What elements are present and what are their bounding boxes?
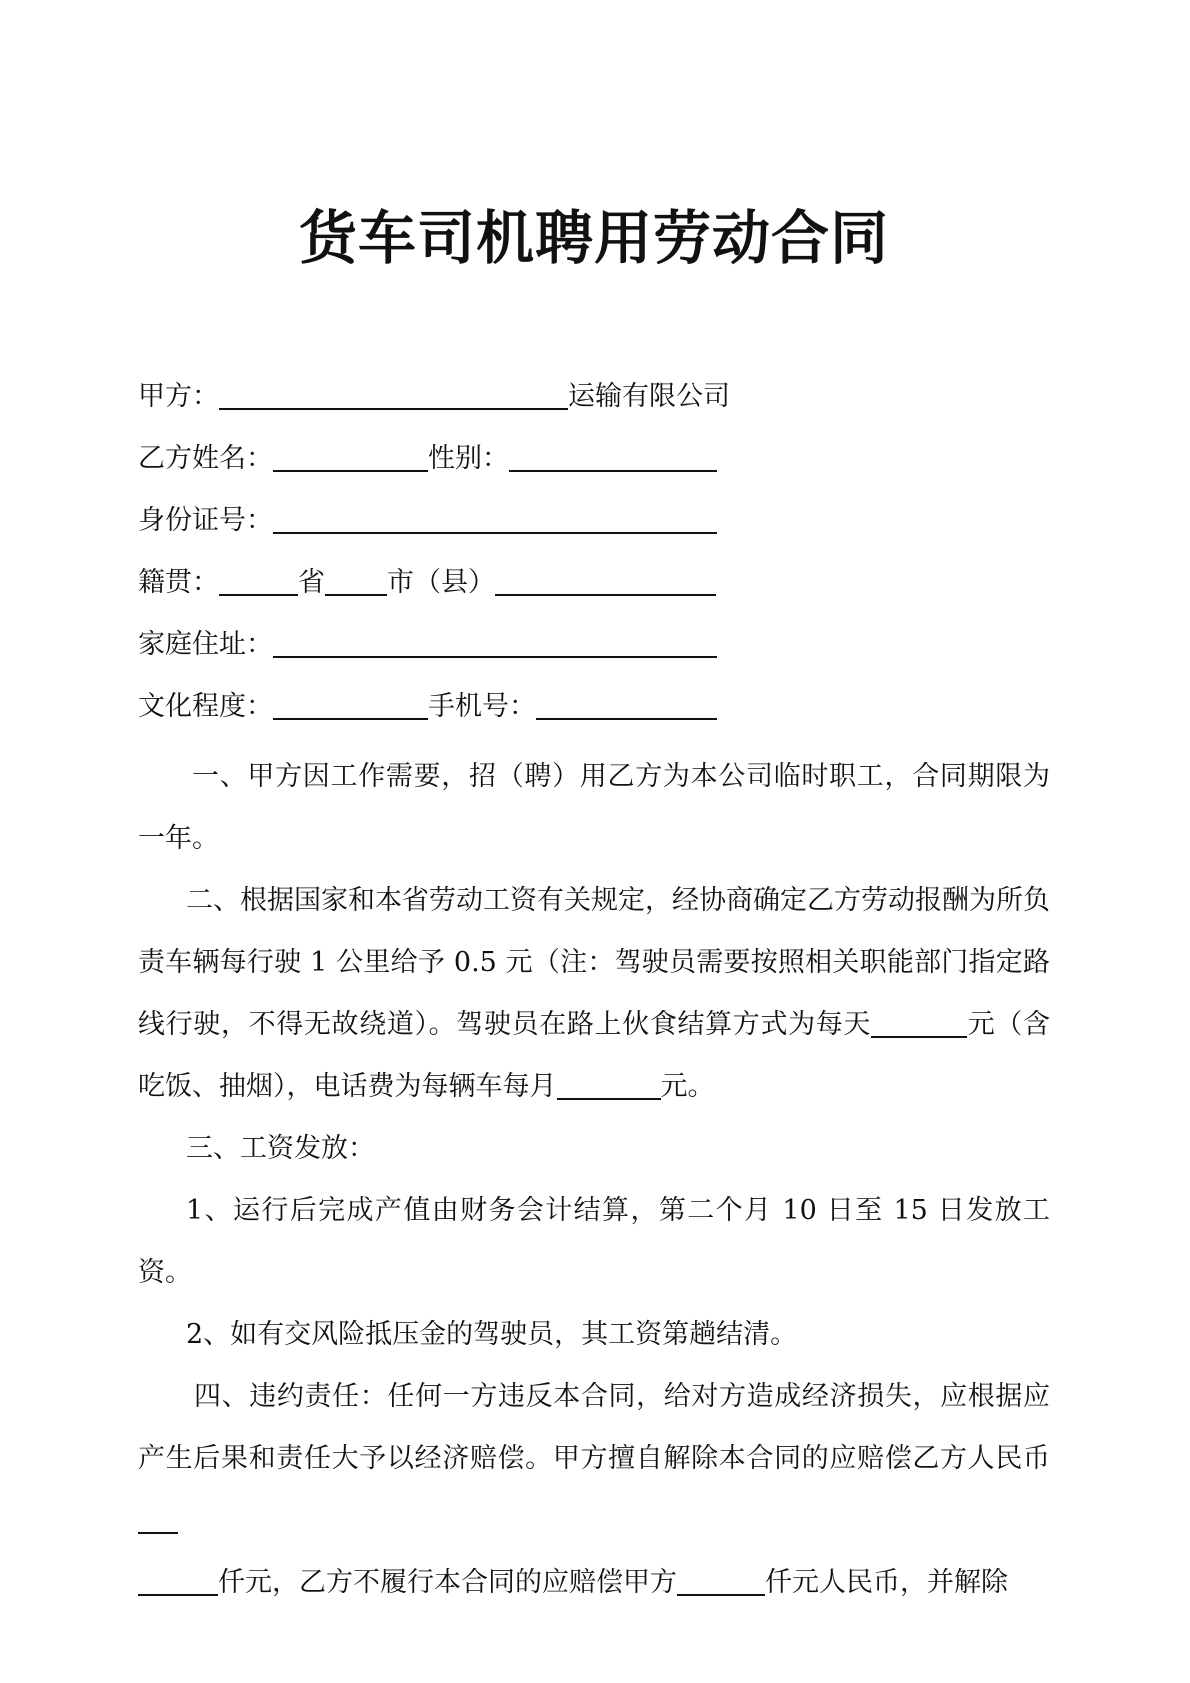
clause-2-text-b: 元（含吃饭、抽烟），电话费为每辆车每月 (138, 1009, 1051, 1102)
address-label: 家庭住址： (138, 629, 273, 660)
clause-1: 一、甲方因工作需要，招（聘）用乙方为本公司临时职工，合同期限为一年。 (138, 761, 1050, 854)
education-label: 文化程度： (138, 691, 273, 722)
clause-3-item-2: 2、如有交风险抵压金的驾驶员，其工资第趟结清。 (186, 1319, 798, 1350)
city-blank (325, 566, 387, 596)
address-line (138, 614, 1050, 676)
origin-line (138, 552, 1050, 614)
name-label: 乙方姓名： (138, 443, 273, 474)
clause-3-item-1: 1、运行后完成产值由财务会计结算，第二个月 10 日至 15 日发放工资。 (138, 1195, 1050, 1288)
clause-4-text-c: 仟元人民币，并解除 (765, 1567, 1008, 1598)
clause-2-text-a: 二、根据国家和本省劳动工资有关规定，经协商确定乙方劳动报酬为所负责车辆每行驶 1 公里给予 0.5 元（注：驾驶员需要按照相关职能部门指定路线行驶，不得无故绕道）。驾驶员在路上伙食结算方式为每天 (138, 885, 1050, 1040)
party-a-penalty-blank-a (138, 1504, 178, 1534)
contract-clauses (138, 746, 1050, 1614)
clause-4-text-a: 四、违约责任：任何一方违反本合同，给对方造成经济损失，应根据应产生后果和责任大予以经济赔偿。甲方擅自解除本合同的应赔偿乙方人民币 (138, 1381, 1050, 1474)
clause-4 (138, 1366, 1050, 1552)
clause-4-text-b: 仟元，乙方不履行本合同的应赔偿甲方 (218, 1567, 677, 1598)
province-label: 省 (298, 567, 325, 598)
id-number-line (138, 490, 1050, 552)
education-blank (273, 690, 428, 720)
origin-detail-blank (495, 566, 716, 596)
id-label: 身份证号： (138, 505, 273, 536)
party-b-penalty-blank (677, 1566, 765, 1596)
party-a-line (138, 366, 1050, 428)
phone-allowance-blank (557, 1070, 661, 1100)
party-a-label: 甲方： (138, 381, 219, 412)
clause-2 (138, 870, 1050, 1118)
party-a-penalty-blank-b (138, 1566, 218, 1596)
phone-blank (536, 690, 717, 720)
clause-2-text-c: 元。 (660, 1071, 715, 1102)
clause-4-continued (138, 1552, 1050, 1614)
party-info-section (138, 366, 1050, 738)
city-label: 市（县） (387, 567, 495, 598)
phone-label: 手机号： (428, 691, 536, 722)
education-phone-line (138, 676, 1050, 738)
party-a-suffix: 运输有限公司 (568, 381, 730, 412)
address-blank (273, 628, 717, 658)
clause-3-title: 三、工资发放： (186, 1133, 375, 1164)
name-gender-line (138, 428, 1050, 490)
party-a-blank (219, 380, 568, 410)
gender-label: 性别： (428, 443, 509, 474)
origin-label: 籍贯： (138, 567, 219, 598)
document-title: 货车司机聘用劳动合同 (298, 204, 889, 272)
meal-allowance-blank (871, 1008, 967, 1038)
province-blank (219, 566, 298, 596)
name-blank (273, 442, 428, 472)
id-blank (273, 504, 717, 534)
gender-blank (509, 442, 717, 472)
